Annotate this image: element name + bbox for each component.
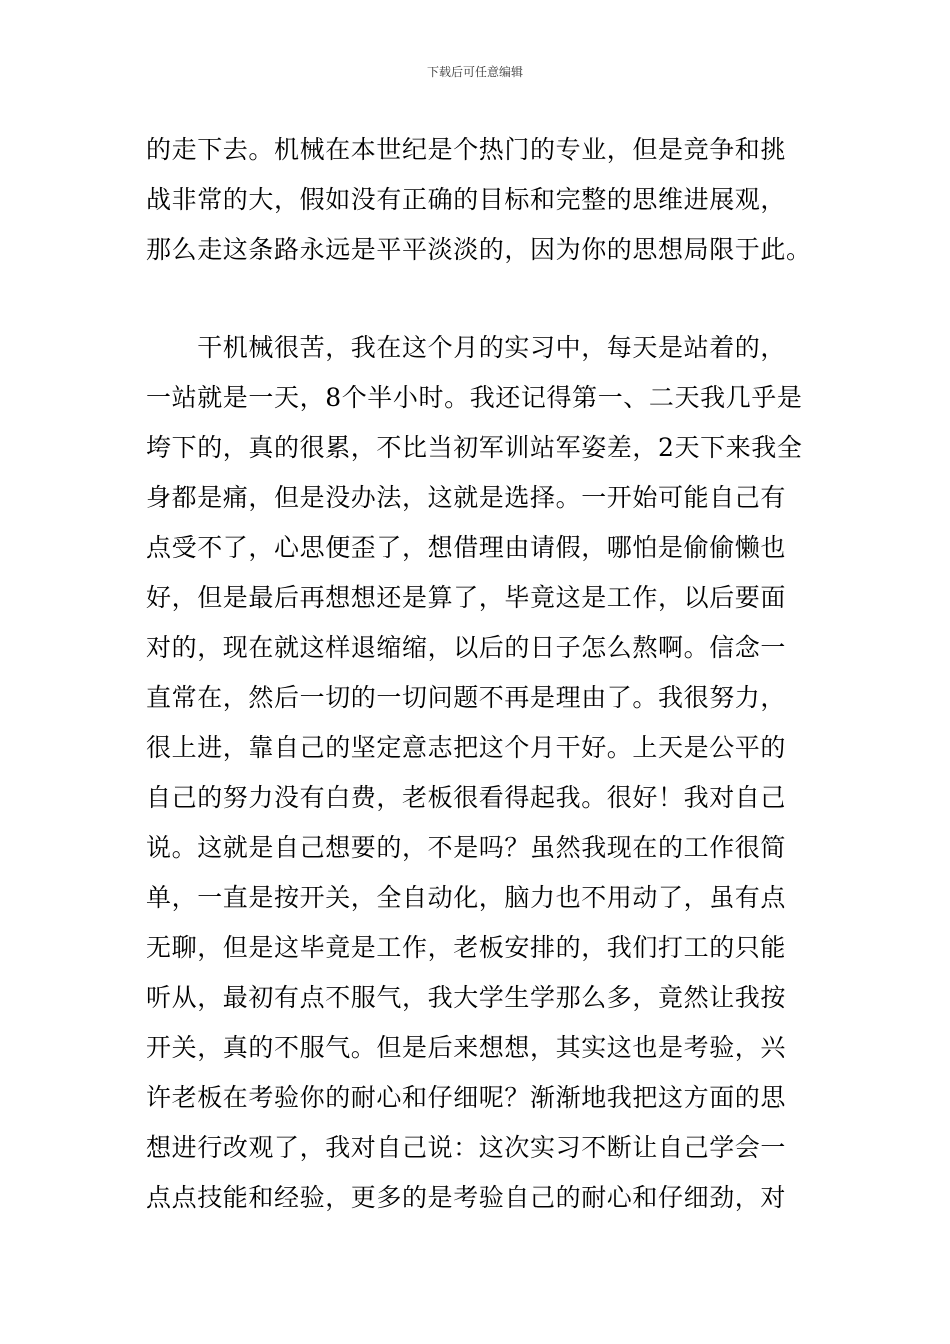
text-line: 自己的努力没有白费，老板很看得起我。很好！我对自己	[146, 783, 787, 812]
text-line: 直常在，然后一切的一切问题不再是理由了。我很努力，	[146, 683, 787, 712]
text-line: 垮下的，真的很累，不比当初军训站军姿差，2天下来我全	[146, 433, 803, 462]
text-line: 好，但是最后再想想还是算了，毕竟这是工作，以后要面	[146, 583, 787, 612]
paragraph-2	[146, 323, 816, 1273]
text-line: 说。这就是自己想要的，不是吗？虽然我现在的工作很简	[146, 833, 787, 862]
page-header: 下载后可任意编辑	[426, 65, 523, 79]
text-line: 对的，现在就这样退缩缩，以后的日子怎么熬啊。信念一	[146, 633, 787, 662]
text-line	[146, 1223, 816, 1273]
text-line: 点点技能和经验，更多的是考验自己的耐心和仔细劲，对	[146, 1183, 787, 1212]
text-line: 的走下去。机械在本世纪是个热门的专业，但是竞争和挑	[146, 135, 787, 164]
text-line: 开关，真的不服气。但是后来想想，其实这也是考验，兴	[146, 1033, 787, 1062]
text-line: 想进行改观了，我对自己说：这次实习不断让自己学会一	[146, 1133, 787, 1162]
text-line: 很上进，靠自己的坚定意志把这个月干好。上天是公平的	[146, 733, 787, 762]
text-line: 身都是痛，但是没办法，这就是选择。一开始可能自己有	[146, 483, 787, 512]
text-line: 无聊，但是这毕竟是工作，老板安排的，我们打工的只能	[146, 933, 787, 962]
text-line: 那么走这条路永远是平平淡淡的，因为你的思想局限于此。	[146, 235, 812, 264]
text-line: 战非常的大，假如没有正确的目标和完整的思维进展观，	[146, 185, 787, 214]
text-line: 听从，最初有点不服气，我大学生学那么多，竟然让我按	[146, 983, 787, 1012]
text-line: 单，一直是按开关，全自动化，脑力也不用动了，虽有点	[146, 883, 787, 912]
text-line: 一站就是一天，8个半小时。我还记得第一、二天我几乎是	[146, 383, 803, 412]
text-line: 点受不了，心思便歪了，想借理由请假，哪怕是偷偷懒也	[146, 533, 787, 562]
text-line: 干机械很苦，我在这个月的实习中，每天是站着的，	[146, 333, 787, 362]
text-line: 许老板在考验你的耐心和仔细呢？渐渐地我把这方面的思	[146, 1083, 787, 1112]
paragraph-1	[146, 125, 816, 275]
